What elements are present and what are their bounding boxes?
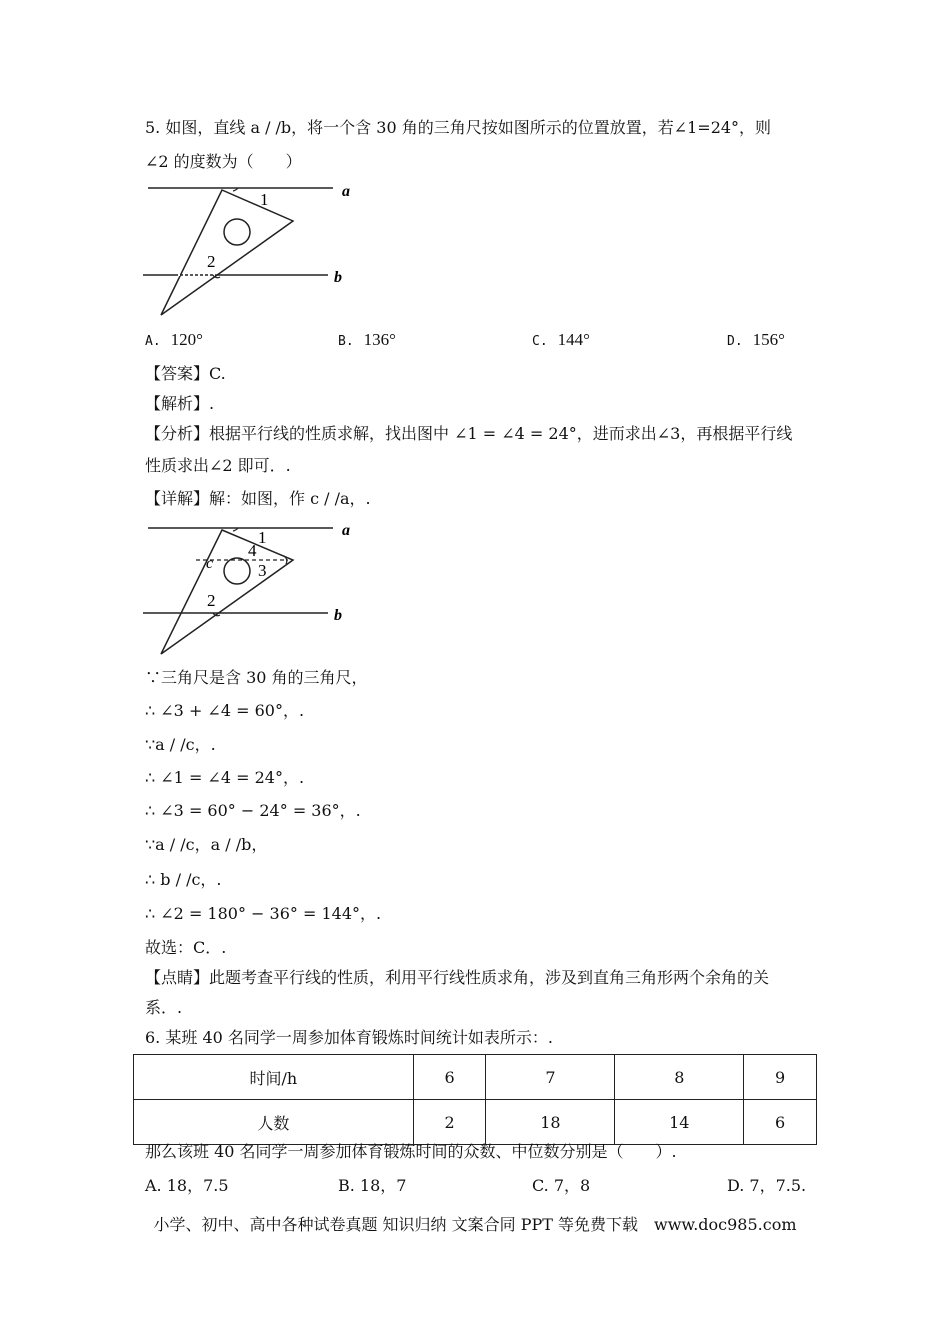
q5-analysis-line1: 【分析】根据平行线的性质求解，找出图中 ∠1 = ∠4 = 24°，进而求出∠3，再根据平行线 xyxy=(145,424,793,443)
fig2-label-4: 4 xyxy=(248,541,257,560)
q5-comment-line2: 系．. xyxy=(145,998,183,1017)
table-cell: 2 xyxy=(413,1100,486,1145)
q5-stem-line1: 5. 如图，直线 a / /b，将一个含 30 角的三角尺按如图所示的位置放置，若∠1=24°，则 xyxy=(145,118,772,137)
table-cell: 6 xyxy=(413,1055,486,1100)
q5-stem-line2: ∠2 的度数为（ ） xyxy=(145,152,302,171)
q5-detail: 【详解】解：如图，作 c / /a，. xyxy=(145,489,371,508)
q6-stem: 6. 某班 40 名同学一周参加体育锻炼时间统计如表所示：. xyxy=(145,1028,553,1047)
fig2-label-b: b xyxy=(334,607,342,624)
q5-step-1: ∵三角尺是含 30 角的三角尺， xyxy=(145,668,368,687)
fig2-label-c: c xyxy=(206,555,214,572)
table-cell: 14 xyxy=(615,1100,744,1145)
q5-comment-line1: 【点睛】此题考查平行线的性质，利用平行线性质求角，涉及到直角三角形两个余角的关 xyxy=(145,968,770,987)
table-cell: 8 xyxy=(615,1055,744,1100)
table-cell: 时间/h xyxy=(134,1055,414,1100)
q5-step-8: ∴ ∠2 = 180° − 36° = 144°，. xyxy=(145,904,382,923)
q5-figure-2 xyxy=(138,518,368,663)
q5-step-2: ∴ ∠3 + ∠4 = 60°，. xyxy=(145,701,305,720)
q5-step-6: ∵a / /c，a / /b， xyxy=(145,835,268,854)
q5-jiexi: 【解析】. xyxy=(145,394,215,413)
q5-option-a: A. 120° xyxy=(145,330,203,349)
q6-question: 那么该班 40 名同学一周参加体育锻炼时间的众数、中位数分别是（ ）. xyxy=(145,1142,677,1161)
q5-option-b: B. 136° xyxy=(338,330,396,349)
q5-step-5: ∴ ∠3 = 60° − 24° = 36°，. xyxy=(145,801,361,820)
triangle xyxy=(161,190,293,315)
q5-option-c: C. 144° xyxy=(532,330,590,349)
page-footer: 小学、初中、高中各种试卷真题 知识归纳 文案合同 PPT 等免费下载 www.doc985.com xyxy=(153,1215,797,1234)
q5-option-d: D. 156° xyxy=(727,330,785,349)
q5-step-3: ∵a / /c，. xyxy=(145,735,216,754)
q6-option-c: C. 7，8 xyxy=(532,1176,591,1195)
q5-step-4: ∴ ∠1 = ∠4 = 24°，. xyxy=(145,768,305,787)
table-cell: 9 xyxy=(744,1055,817,1100)
fig2-label-1: 1 xyxy=(258,528,267,547)
triangle xyxy=(161,530,293,654)
triangle-hole xyxy=(224,219,250,245)
fig2-label-a: a xyxy=(342,522,350,539)
q6-option-b: B. 18，7 xyxy=(338,1176,407,1195)
q6-option-a: A. 18，7.5 xyxy=(145,1176,229,1195)
table-row xyxy=(134,1100,817,1145)
table-cell: 7 xyxy=(486,1055,615,1100)
q5-figure-1 xyxy=(138,178,368,328)
q5-analysis-line2: 性质求出∠2 即可．. xyxy=(145,456,291,475)
triangle-hole xyxy=(224,558,250,584)
fig1-label-b: b xyxy=(334,269,342,286)
q5-step-7: ∴ b / /c，. xyxy=(145,870,222,889)
q6-option-d: D. 7，7.5. xyxy=(727,1176,807,1195)
fig2-label-3: 3 xyxy=(258,561,267,580)
fig1-label-1: 1 xyxy=(260,190,269,209)
table-cell: 人数 xyxy=(134,1100,414,1145)
table-cell: 18 xyxy=(486,1100,615,1145)
q6-table xyxy=(133,1054,817,1145)
table-row xyxy=(134,1055,817,1100)
q5-answer: 【答案】C. xyxy=(145,364,226,383)
fig1-label-a: a xyxy=(342,183,350,200)
q5-step-9: 故选：C．. xyxy=(145,938,227,957)
fig1-label-2: 2 xyxy=(207,252,216,271)
table-cell: 6 xyxy=(744,1100,817,1145)
fig2-label-2: 2 xyxy=(207,591,216,610)
